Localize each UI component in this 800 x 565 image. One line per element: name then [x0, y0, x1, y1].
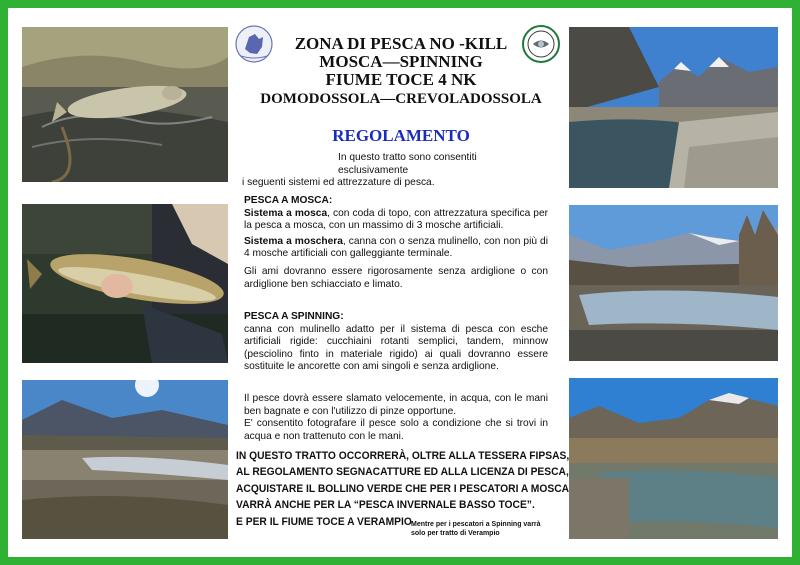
conditions-line-5: E PER IL FIUME TOCE A VERAMPIO [236, 515, 412, 528]
handling-text-1: Il pesce dovrà essere slamato velocemente, in acqua, con le mani ben bagnate e con l'utilizzo di pinze opportune. [244, 393, 548, 417]
conditions-line-1: IN QUESTO TRATTO OCCORRERÀ, OLTRE ALLA TESSERA FIPSAS, [236, 450, 570, 462]
fly-fishing-paragraph-2 [244, 236, 548, 261]
conditions-line-4: VARRÀ ANCHE PER LA “PESCA INVERNALE BASSO TOCE”. [236, 499, 535, 512]
spinning-section [244, 311, 548, 374]
handling-section [244, 393, 548, 443]
fly-fishing-paragraph-1 [244, 208, 548, 233]
handling-text-2: E' consentito fotografare il pesce solo a condizione che si trovi in acqua e non trattenuto con le mani. [244, 418, 548, 442]
hooks-rule-text: Gli ami dovranno essere rigorosamente senza ardiglione o con ardiglione ben schiacciato e limato. [244, 265, 548, 290]
spinning-heading: PESCA A SPINNING: [244, 311, 344, 322]
intro-line-2: i seguenti sistemi ed attrezzature di pesca. [242, 177, 435, 189]
header-line-2: MOSCA—SPINNING [319, 52, 483, 71]
fly-system-label: Sistema a mosca [244, 207, 328, 219]
spinning-footnote [411, 520, 541, 538]
intro-line-1: In questo tratto sono consentiti esclusivamente [338, 152, 477, 176]
river-valley-sun-photo [22, 380, 228, 539]
river-mountains-photo-2 [569, 205, 778, 361]
river-mountains-photo-1 [569, 27, 778, 188]
trout-in-hands-photo [22, 204, 228, 363]
moschera-system-text: , canna con o senza mulinello, con non più di 4 mosche artificiali con galleggiante terminale. [244, 235, 548, 260]
fly-fishing-section [244, 195, 548, 291]
spinning-text: canna con mulinello adatto per il sistema di pesca con esche artificiali rigide: cucchiaini rotanti semplici, tandem, minnow (pesciolino finto in materiale rigido) ai quali dovranno essere sostituite le ancorette con ami singoli e senza ardiglione. [244, 323, 548, 373]
footnote-line-2: solo per tratto di Verampio [411, 530, 500, 537]
conditions-line-3: ACQUISTARE IL BOLLINO VERDE CHE PER I PESCATORI A MOSCA [236, 482, 570, 495]
fly-system-text: , con coda di topo, con attrezzatura specifica per la pesca a mosca, con un massimo di 3 mosche artificiali. [244, 207, 549, 232]
header-line-1: ZONA DI PESCA NO -KILL [294, 34, 508, 53]
river-mountains-photo-3 [569, 378, 778, 539]
moschera-system-label: Sistema a moschera [244, 235, 343, 247]
permit-conditions [236, 448, 570, 530]
header-line-4: DOMODOSSOLA—CREVOLADOSSOLA [260, 91, 542, 107]
intro-text [242, 152, 548, 190]
trout-in-water-photo [22, 27, 228, 182]
section-title: REGOLAMENTO [332, 126, 470, 145]
header-line-3: FIUME TOCE 4 NK [325, 70, 477, 89]
footnote-line-1: Mentre per i pescatori a Spinning varrà [411, 521, 541, 528]
fly-fishing-heading: PESCA A MOSCA: [244, 195, 333, 206]
conditions-line-2: AL REGOLAMENTO SEGNACATTURE ED ALLA LICENZA DI PESCA, [236, 466, 569, 479]
